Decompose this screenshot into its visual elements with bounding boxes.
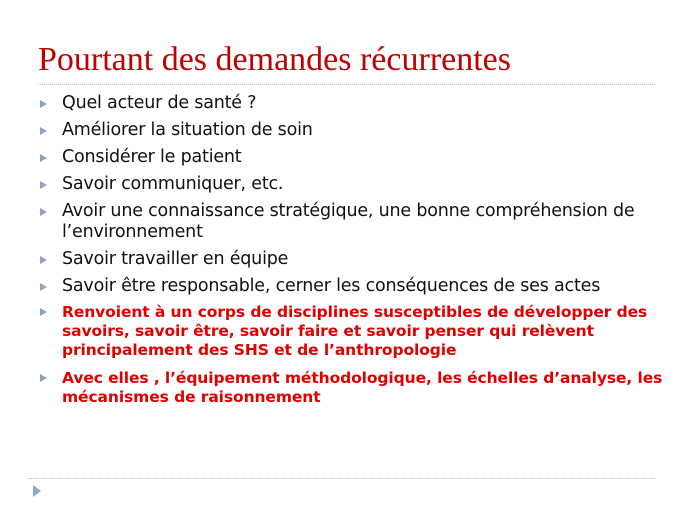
triangle-bullet-icon (40, 127, 47, 135)
bullet-item-7 (36, 276, 676, 297)
bullet-text: Savoir être responsable, cerner les conséquences de ses actes (62, 276, 601, 296)
bullet-item-6 (36, 249, 676, 270)
triangle-bullet-icon (40, 100, 47, 108)
bullet-text: Améliorer la situation de soin (62, 120, 313, 140)
triangle-bullet-icon (40, 256, 47, 264)
bullet-text: Savoir travailler en équipe (62, 249, 289, 269)
triangle-bullet-icon (40, 154, 47, 162)
triangle-bullet-icon (40, 283, 47, 291)
footer-divider (28, 478, 656, 479)
bullet-item-5 (36, 201, 676, 243)
triangle-bullet-icon (40, 308, 47, 316)
bullet-item-2 (36, 120, 676, 141)
triangle-bullet-icon (40, 208, 47, 216)
bullet-text: Avoir une connaissance stratégique, une bonne compréhension de l’environnement (62, 201, 635, 242)
triangle-bullet-icon (40, 181, 47, 189)
bullet-item-8 (36, 303, 676, 360)
slide-nav-arrow-icon[interactable] (33, 485, 41, 497)
bullet-item-1 (36, 93, 676, 114)
slide-title: Pourtant des demandes récurrentes (38, 41, 511, 78)
triangle-bullet-icon (40, 374, 47, 382)
bullet-text: Renvoient à un corps de disciplines susceptibles de développer des savoirs, savoir être, savoir faire et savoir penser qui relèvent principalement des SHS et de l’anthropologie (62, 303, 648, 359)
bullet-text: Quel acteur de santé ? (62, 93, 257, 113)
bullet-item-4 (36, 174, 676, 195)
bullet-list (36, 93, 676, 416)
bullet-item-3 (36, 147, 676, 168)
bullet-text: Savoir communiquer, etc. (62, 174, 284, 194)
bullet-text: Avec elles , l’équipement méthodologique, les échelles d’analyse, les mécanismes de raisonnement (62, 369, 663, 406)
title-divider (38, 84, 655, 85)
bullet-text: Considérer le patient (62, 147, 242, 167)
bullet-item-9 (36, 369, 676, 407)
